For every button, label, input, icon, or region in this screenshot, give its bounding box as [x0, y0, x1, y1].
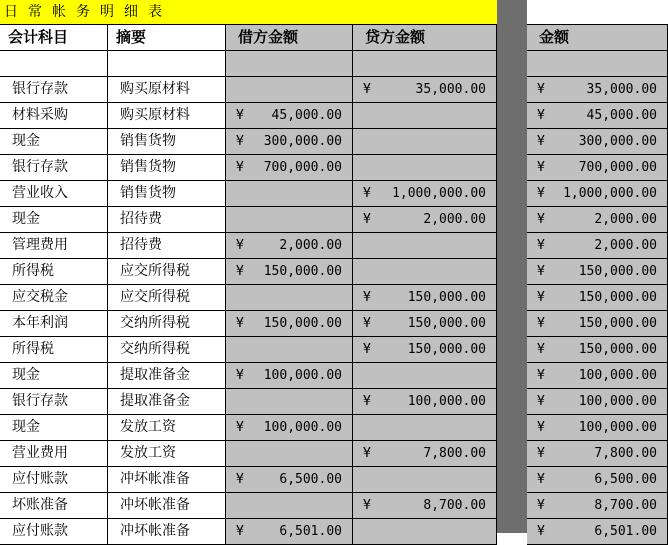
cell-debit[interactable]	[226, 181, 353, 207]
amount-value: 2,000.00	[423, 212, 486, 227]
cell-credit[interactable]	[353, 77, 497, 103]
cell-credit[interactable]	[353, 519, 497, 545]
cell-summary[interactable]: 购买原材料	[108, 103, 226, 129]
amount-value: 100,000.00	[263, 368, 342, 383]
cell-credit[interactable]	[353, 415, 497, 441]
amount-value: 100,000.00	[407, 394, 486, 409]
cell-amount[interactable]	[527, 155, 668, 181]
currency-symbol: ¥	[537, 290, 545, 305]
cell-amount[interactable]	[527, 415, 668, 441]
cell-credit[interactable]	[353, 155, 497, 181]
blank-cell-account[interactable]	[0, 51, 108, 77]
amount-value: 150,000.00	[263, 264, 342, 279]
cell-amount[interactable]	[527, 493, 668, 519]
cell-credit[interactable]	[353, 389, 497, 415]
cell-amount[interactable]	[527, 233, 668, 259]
amount-value: 7,800.00	[423, 446, 486, 461]
cell-debit[interactable]	[226, 389, 353, 415]
cell-debit[interactable]	[226, 415, 353, 441]
currency-symbol: ¥	[363, 290, 371, 305]
amount-value: 45,000.00	[586, 108, 657, 123]
cell-credit[interactable]	[353, 441, 497, 467]
amount-value: 150,000.00	[407, 290, 486, 305]
currency-symbol: ¥	[537, 394, 545, 409]
cell-debit[interactable]	[226, 467, 353, 493]
blank-cell-debit[interactable]	[226, 51, 353, 77]
cell-amount[interactable]	[527, 207, 668, 233]
cell-summary[interactable]: 购买原材料	[108, 77, 226, 103]
cell-amount[interactable]	[527, 337, 668, 363]
amount-value: 150,000.00	[578, 264, 657, 279]
hidden-column-divider	[497, 0, 527, 533]
cell-account[interactable]: 现金	[0, 129, 108, 155]
currency-symbol: ¥	[363, 212, 371, 227]
cell-account[interactable]: 银行存款	[0, 155, 108, 181]
currency-symbol: ¥	[236, 134, 244, 149]
cell-debit[interactable]	[226, 493, 353, 519]
cell-account[interactable]: 应交税金	[0, 285, 108, 311]
amount-value: 8,700.00	[594, 498, 657, 513]
cell-credit[interactable]	[353, 285, 497, 311]
amount-value: 150,000.00	[407, 316, 486, 331]
cell-account[interactable]: 现金	[0, 207, 108, 233]
cell-credit[interactable]	[353, 467, 497, 493]
cell-amount[interactable]	[527, 259, 668, 285]
amount-value: 35,000.00	[586, 82, 657, 97]
amount-value: 1,000,000.00	[392, 186, 486, 201]
amount-value: 45,000.00	[271, 108, 342, 123]
cell-debit[interactable]	[226, 77, 353, 103]
cell-summary[interactable]: 交纳所得税	[108, 337, 226, 363]
amount-value: 700,000.00	[263, 160, 342, 175]
cell-account[interactable]: 管理费用	[0, 233, 108, 259]
cell-debit[interactable]	[226, 311, 353, 337]
amount-value: 6,501.00	[279, 524, 342, 539]
cell-amount[interactable]	[527, 77, 668, 103]
cell-summary[interactable]: 发放工资	[108, 441, 226, 467]
cell-debit[interactable]	[226, 259, 353, 285]
amount-value: 300,000.00	[578, 134, 657, 149]
column-header-debit[interactable]: 借方金额	[226, 25, 353, 51]
cell-account[interactable]: 材料采购	[0, 103, 108, 129]
column-header-credit[interactable]: 贷方金额	[353, 25, 497, 51]
column-header-summary[interactable]: 摘要	[108, 25, 226, 51]
column-header-account[interactable]: 会计科目	[0, 25, 108, 51]
amount-value: 2,000.00	[594, 238, 657, 253]
cell-amount[interactable]	[527, 181, 668, 207]
amount-value: 700,000.00	[578, 160, 657, 175]
currency-symbol: ¥	[236, 472, 244, 487]
blank-cell-credit[interactable]	[353, 51, 497, 77]
cell-summary[interactable]: 招待费	[108, 233, 226, 259]
cell-debit[interactable]	[226, 233, 353, 259]
cell-summary[interactable]: 提取准备金	[108, 389, 226, 415]
cell-amount[interactable]	[527, 363, 668, 389]
currency-symbol: ¥	[537, 420, 545, 435]
cell-summary[interactable]: 招待费	[108, 207, 226, 233]
cell-account[interactable]: 应付账款	[0, 467, 108, 493]
amount-value: 35,000.00	[415, 82, 486, 97]
cell-debit[interactable]	[226, 519, 353, 545]
currency-symbol: ¥	[537, 524, 545, 539]
cell-credit[interactable]	[353, 181, 497, 207]
cell-account[interactable]: 所得税	[0, 259, 108, 285]
currency-symbol: ¥	[236, 316, 244, 331]
cell-amount[interactable]	[527, 103, 668, 129]
amount-value: 300,000.00	[263, 134, 342, 149]
cell-summary[interactable]: 交纳所得税	[108, 311, 226, 337]
amount-value: 100,000.00	[578, 394, 657, 409]
currency-symbol: ¥	[537, 446, 545, 461]
header-blank-cell[interactable]	[527, 0, 668, 25]
cell-amount[interactable]	[527, 285, 668, 311]
amount-value: 6,500.00	[594, 472, 657, 487]
blank-cell-summary[interactable]	[108, 51, 226, 77]
currency-symbol: ¥	[236, 524, 244, 539]
cell-debit[interactable]	[226, 441, 353, 467]
currency-symbol: ¥	[537, 472, 545, 487]
sheet-title[interactable]: 日常帐务明细表	[0, 0, 497, 25]
cell-credit[interactable]	[353, 103, 497, 129]
currency-symbol: ¥	[537, 160, 545, 175]
cell-credit[interactable]	[353, 207, 497, 233]
currency-symbol: ¥	[363, 498, 371, 513]
currency-symbol: ¥	[363, 316, 371, 331]
currency-symbol: ¥	[363, 82, 371, 97]
amount-value: 6,501.00	[594, 524, 657, 539]
currency-symbol: ¥	[236, 420, 244, 435]
amount-value: 7,800.00	[594, 446, 657, 461]
cell-account[interactable]: 营业费用	[0, 441, 108, 467]
currency-symbol: ¥	[236, 108, 244, 123]
cell-credit[interactable]	[353, 311, 497, 337]
cell-amount[interactable]	[527, 129, 668, 155]
cell-summary[interactable]: 冲坏帐准备	[108, 519, 226, 545]
amount-value: 100,000.00	[578, 420, 657, 435]
currency-symbol: ¥	[537, 212, 545, 227]
cell-amount[interactable]	[527, 311, 668, 337]
currency-symbol: ¥	[236, 160, 244, 175]
currency-symbol: ¥	[236, 264, 244, 279]
cell-debit[interactable]	[226, 155, 353, 181]
amount-value: 150,000.00	[578, 316, 657, 331]
currency-symbol: ¥	[537, 108, 545, 123]
currency-symbol: ¥	[363, 186, 371, 201]
cell-credit[interactable]	[353, 493, 497, 519]
currency-symbol: ¥	[537, 134, 545, 149]
currency-symbol: ¥	[363, 394, 371, 409]
amount-value: 2,000.00	[594, 212, 657, 227]
cell-summary[interactable]: 销售货物	[108, 181, 226, 207]
cell-account[interactable]: 应付账款	[0, 519, 108, 545]
amount-value: 2,000.00	[279, 238, 342, 253]
currency-symbol: ¥	[537, 498, 545, 513]
cell-amount[interactable]	[527, 519, 668, 545]
cell-account[interactable]: 坏账准备	[0, 493, 108, 519]
cell-credit[interactable]	[353, 129, 497, 155]
cell-account[interactable]: 营业收入	[0, 181, 108, 207]
blank-cell-amount[interactable]	[527, 51, 668, 77]
currency-symbol: ¥	[236, 238, 244, 253]
currency-symbol: ¥	[537, 342, 545, 357]
cell-amount[interactable]	[527, 389, 668, 415]
currency-symbol: ¥	[537, 368, 545, 383]
currency-symbol: ¥	[537, 186, 545, 201]
cell-amount[interactable]	[527, 441, 668, 467]
currency-symbol: ¥	[236, 368, 244, 383]
cell-account[interactable]: 银行存款	[0, 389, 108, 415]
cell-summary[interactable]: 应交所得税	[108, 259, 226, 285]
amount-value: 150,000.00	[578, 342, 657, 357]
cell-debit[interactable]	[226, 285, 353, 311]
cell-account[interactable]: 现金	[0, 363, 108, 389]
currency-symbol: ¥	[537, 238, 545, 253]
amount-value: 6,500.00	[279, 472, 342, 487]
cell-debit[interactable]	[226, 337, 353, 363]
currency-symbol: ¥	[537, 316, 545, 331]
amount-value: 150,000.00	[578, 290, 657, 305]
cell-debit[interactable]	[226, 103, 353, 129]
currency-symbol: ¥	[537, 264, 545, 279]
cell-summary[interactable]: 冲坏帐准备	[108, 467, 226, 493]
amount-value: 100,000.00	[578, 368, 657, 383]
cell-summary[interactable]: 发放工资	[108, 415, 226, 441]
cell-account[interactable]: 本年利润	[0, 311, 108, 337]
cell-account[interactable]: 银行存款	[0, 77, 108, 103]
cell-debit[interactable]	[226, 207, 353, 233]
cell-summary[interactable]: 销售货物	[108, 129, 226, 155]
currency-symbol: ¥	[537, 82, 545, 97]
cell-credit[interactable]	[353, 363, 497, 389]
column-header-amount[interactable]: 金额	[527, 25, 668, 51]
amount-value: 8,700.00	[423, 498, 486, 513]
cell-summary[interactable]: 应交所得税	[108, 285, 226, 311]
cell-credit[interactable]	[353, 233, 497, 259]
amount-value: 150,000.00	[407, 342, 486, 357]
amount-value: 1,000,000.00	[563, 186, 657, 201]
cell-summary[interactable]: 销售货物	[108, 155, 226, 181]
cell-amount[interactable]	[527, 467, 668, 493]
currency-symbol: ¥	[363, 342, 371, 357]
cell-debit[interactable]	[226, 129, 353, 155]
cell-credit[interactable]	[353, 337, 497, 363]
amount-value: 100,000.00	[263, 420, 342, 435]
currency-symbol: ¥	[363, 446, 371, 461]
cell-account[interactable]: 所得税	[0, 337, 108, 363]
cell-summary[interactable]: 冲坏帐准备	[108, 493, 226, 519]
amount-value: 150,000.00	[263, 316, 342, 331]
cell-summary[interactable]: 提取准备金	[108, 363, 226, 389]
cell-credit[interactable]	[353, 259, 497, 285]
cell-account[interactable]: 现金	[0, 415, 108, 441]
cell-debit[interactable]	[226, 363, 353, 389]
